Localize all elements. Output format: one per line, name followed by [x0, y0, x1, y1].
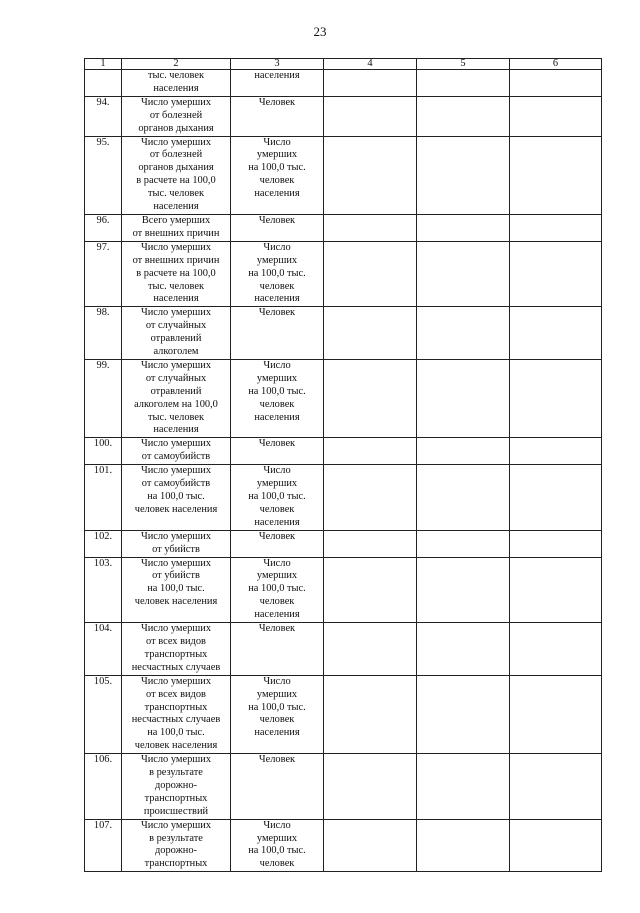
value-cell-col-5	[417, 675, 510, 753]
table-header-row	[85, 59, 602, 70]
table-row	[85, 214, 602, 241]
table-row	[85, 70, 602, 97]
row-number-cell: 97.	[85, 241, 122, 307]
unit-cell-line: Человек	[258, 623, 296, 635]
indicator-name-cell-line: тыс. человек	[147, 280, 205, 292]
value-cell-col-4	[324, 819, 417, 872]
unit-cell	[231, 530, 324, 557]
unit-cell-line: населения	[254, 516, 300, 528]
indicator-name-cell-line: алкоголем на 100,0	[134, 398, 218, 410]
indicator-name-cell-line: несчастных случаев	[131, 714, 221, 726]
value-cell-col-6	[510, 70, 602, 97]
unit-cell-line: на 100,0 тыс.	[248, 385, 306, 397]
indicator-name-cell	[122, 241, 231, 307]
unit-cell-line: умерших	[256, 478, 298, 490]
indicator-name-cell-line: Число умерших	[140, 96, 212, 108]
row-number-cell: 99.	[85, 359, 122, 437]
indicator-name-cell-line: от внешних причин	[132, 227, 220, 239]
unit-cell-line: Число	[263, 359, 291, 371]
indicator-name-cell	[122, 70, 231, 97]
unit-cell-line: на 100,0 тыс.	[248, 162, 306, 174]
indicator-name-cell	[122, 214, 231, 241]
value-cell-col-4	[324, 754, 417, 820]
row-number-cell	[85, 70, 122, 97]
indicator-name-cell-line: в результате	[149, 832, 203, 844]
indicator-name-cell-line: от самоубийств	[141, 451, 211, 463]
indicator-name-cell-line: отравлений	[150, 333, 202, 345]
indicator-name-cell-line: в расчете на 100,0	[136, 175, 216, 187]
unit-cell-line: Число	[263, 819, 291, 831]
indicator-name-cell-line: органов дыхания	[138, 162, 214, 174]
indicator-name-cell	[122, 530, 231, 557]
value-cell-col-5	[417, 819, 510, 872]
value-cell-col-6	[510, 359, 602, 437]
indicator-name-cell-line: от случайных	[145, 372, 207, 384]
table-row	[85, 438, 602, 465]
indicator-name-cell-line: тыс. человек	[147, 70, 205, 81]
value-cell-col-5	[417, 96, 510, 136]
unit-cell-line: населения	[254, 411, 300, 423]
indicator-name-cell-line: Число умерших	[140, 623, 212, 635]
row-number-cell: 101.	[85, 465, 122, 531]
unit-cell-line: населения	[254, 609, 300, 621]
value-cell-col-4	[324, 465, 417, 531]
unit-cell-line: населения	[254, 188, 300, 200]
value-cell-col-6	[510, 675, 602, 753]
indicator-name-cell-line: тыс. человек	[147, 411, 205, 423]
indicator-name-cell-line: алкоголем	[153, 346, 199, 358]
value-cell-col-4	[324, 307, 417, 360]
table-row	[85, 307, 602, 360]
unit-cell-line: умерших	[256, 372, 298, 384]
unit-cell-line: умерших	[256, 254, 298, 266]
indicator-name-cell-line: дорожно-	[154, 779, 197, 791]
unit-cell	[231, 96, 324, 136]
table-row	[85, 819, 602, 872]
header-cell: 2	[122, 59, 231, 70]
indicator-name-cell-line: Число умерших	[140, 438, 212, 450]
unit-cell-line: на 100,0 тыс.	[248, 701, 306, 713]
indicator-name-cell-line: человек населения	[134, 740, 218, 752]
value-cell-col-5	[417, 438, 510, 465]
unit-cell-line: на 100,0 тыс.	[248, 491, 306, 502]
unit-cell	[231, 359, 324, 437]
unit-cell-line: Человек	[258, 96, 296, 108]
indicator-name-cell	[122, 754, 231, 820]
value-cell-col-4	[324, 136, 417, 214]
unit-cell	[231, 557, 324, 623]
value-cell-col-6	[510, 307, 602, 360]
indicator-name-cell-line: от внешних причин	[132, 254, 220, 266]
value-cell-col-6	[510, 623, 602, 676]
row-number-cell: 105.	[85, 675, 122, 753]
table-row	[85, 465, 602, 531]
row-number-cell: 98.	[85, 307, 122, 360]
value-cell-col-6	[510, 136, 602, 214]
value-cell-col-4	[324, 70, 417, 97]
value-cell-col-6	[510, 819, 602, 872]
indicator-name-cell-line: Число умерших	[140, 359, 212, 371]
unit-cell-line: населения	[254, 70, 300, 81]
indicator-name-cell-line: Число умерших	[140, 241, 212, 253]
unit-cell-line: человек	[259, 858, 295, 870]
unit-cell-line: Человек	[258, 307, 296, 319]
unit-cell	[231, 70, 324, 97]
row-number-cell: 103.	[85, 557, 122, 623]
indicator-name-cell	[122, 307, 231, 360]
indicator-name-cell-line: на 100,0 тыс.	[147, 491, 205, 502]
row-number-cell: 106.	[85, 754, 122, 820]
value-cell-col-6	[510, 96, 602, 136]
indicator-name-cell-line: Число умерших	[140, 307, 212, 319]
unit-cell	[231, 465, 324, 531]
value-cell-col-4	[324, 530, 417, 557]
indicator-name-cell-line: транспортных	[144, 648, 208, 660]
row-number-cell: 96.	[85, 214, 122, 241]
value-cell-col-6	[510, 241, 602, 307]
table-row	[85, 557, 602, 623]
table-row	[85, 96, 602, 136]
indicator-name-cell-line: человек населения	[134, 596, 218, 608]
value-cell-col-6	[510, 438, 602, 465]
page-number: 23	[313, 24, 327, 39]
indicator-name-cell-line: от убийств	[152, 543, 200, 555]
unit-cell	[231, 754, 324, 820]
value-cell-col-4	[324, 96, 417, 136]
value-cell-col-4	[324, 438, 417, 465]
row-number-cell: 95.	[85, 136, 122, 214]
indicator-name-cell	[122, 359, 231, 437]
indicator-name-cell-line: населения	[153, 424, 199, 436]
table-row	[85, 359, 602, 437]
value-cell-col-5	[417, 557, 510, 623]
indicator-name-cell	[122, 675, 231, 753]
value-cell-col-5	[417, 307, 510, 360]
row-number-cell: 94.	[85, 96, 122, 136]
unit-cell-line: населения	[254, 293, 300, 305]
indicator-name-cell-line: от болезней	[149, 149, 203, 161]
value-cell-col-4	[324, 359, 417, 437]
value-cell-col-6	[510, 530, 602, 557]
value-cell-col-5	[417, 136, 510, 214]
indicator-name-cell-line: в расчете на 100,0	[136, 267, 216, 279]
value-cell-col-5	[417, 754, 510, 820]
table-row	[85, 530, 602, 557]
indicator-name-cell-line: на 100,0 тыс.	[147, 727, 205, 739]
indicator-name-cell-line: от всех видов	[146, 635, 206, 647]
value-cell-col-6	[510, 557, 602, 623]
unit-cell-line: Число	[263, 241, 291, 253]
indicator-name-cell-line: в результате	[149, 767, 203, 779]
unit-cell-line: человек	[259, 175, 295, 187]
header-cell: 1	[85, 59, 122, 70]
indicator-name-cell	[122, 465, 231, 531]
indicator-name-cell-line: от болезней	[149, 109, 203, 121]
unit-cell-line: умерших	[256, 570, 298, 582]
unit-cell	[231, 136, 324, 214]
indicator-name-cell-line: населения	[153, 201, 199, 213]
indicator-name-cell	[122, 623, 231, 676]
row-number-cell: 100.	[85, 438, 122, 465]
value-cell-col-5	[417, 623, 510, 676]
unit-cell-line: населения	[254, 727, 300, 739]
value-cell-col-5	[417, 214, 510, 241]
indicator-name-cell-line: несчастных случаев	[131, 661, 221, 673]
indicator-name-cell-line: Число умерших	[140, 530, 212, 542]
unit-cell-line: человек	[259, 503, 295, 515]
header-cell: 3	[231, 59, 324, 70]
table-row	[85, 675, 602, 753]
unit-cell-line: на 100,0 тыс.	[248, 845, 306, 857]
table-row	[85, 136, 602, 214]
value-cell-col-4	[324, 675, 417, 753]
indicator-name-cell-line: населения	[153, 293, 199, 305]
indicator-name-cell-line: транспортных	[144, 701, 208, 713]
indicator-name-cell-line: человек населения	[134, 503, 218, 515]
value-cell-col-6	[510, 465, 602, 531]
value-cell-col-4	[324, 241, 417, 307]
indicator-name-cell-line: Число умерших	[140, 675, 212, 687]
indicator-name-cell-line: тыс. человек	[147, 188, 205, 200]
value-cell-col-5	[417, 359, 510, 437]
indicator-name-cell-line: происшествий	[143, 805, 209, 817]
table-row	[85, 623, 602, 676]
unit-cell-line: человек	[259, 596, 295, 608]
row-number-cell: 107.	[85, 819, 122, 872]
value-cell-col-6	[510, 754, 602, 820]
indicator-name-cell-line: транспортных	[144, 792, 208, 804]
unit-cell	[231, 307, 324, 360]
unit-cell-line: человек	[259, 398, 295, 410]
indicator-name-cell-line: от убийств	[152, 570, 200, 582]
unit-cell-line: Человек	[258, 214, 296, 226]
unit-cell-line: Число	[263, 465, 291, 477]
unit-cell-line: умерших	[256, 688, 298, 700]
indicator-name-cell-line: от самоубийств	[141, 478, 211, 490]
table-row	[85, 241, 602, 307]
unit-cell-line: умерших	[256, 832, 298, 844]
value-cell-col-4	[324, 623, 417, 676]
indicator-name-cell-line: на 100,0 тыс.	[147, 583, 205, 595]
value-cell-col-5	[417, 530, 510, 557]
unit-cell-line: Человек	[258, 530, 296, 542]
unit-cell-line: на 100,0 тыс.	[248, 267, 306, 279]
indicator-name-cell	[122, 96, 231, 136]
indicator-name-cell-line: Всего умерших	[141, 214, 211, 226]
indicator-name-cell-line: дорожно-	[154, 845, 197, 857]
indicator-name-cell-line: от случайных	[145, 320, 207, 332]
unit-cell-line: Человек	[258, 438, 296, 450]
row-number-cell: 102.	[85, 530, 122, 557]
unit-cell-line: человек	[259, 714, 295, 726]
indicator-name-cell-line: Число умерших	[140, 465, 212, 477]
indicator-name-cell-line: населения	[153, 82, 199, 94]
unit-cell-line: Число	[263, 136, 291, 148]
unit-cell-line: умерших	[256, 149, 298, 161]
unit-cell	[231, 819, 324, 872]
unit-cell	[231, 438, 324, 465]
value-cell-col-5	[417, 70, 510, 97]
unit-cell-line: Число	[263, 557, 291, 569]
indicator-name-cell-line: Число умерших	[140, 557, 212, 569]
indicator-name-cell-line: Число умерших	[140, 136, 212, 148]
value-cell-col-6	[510, 214, 602, 241]
value-cell-col-4	[324, 557, 417, 623]
indicator-name-cell	[122, 438, 231, 465]
unit-cell	[231, 214, 324, 241]
unit-cell-line: человек	[259, 280, 295, 292]
indicator-name-cell-line: Число умерших	[140, 754, 212, 766]
unit-cell-line: Число	[263, 675, 291, 687]
unit-cell	[231, 241, 324, 307]
header-cell: 6	[510, 59, 602, 70]
indicator-name-cell-line: Число умерших	[140, 819, 212, 831]
unit-cell-line: на 100,0 тыс.	[248, 583, 306, 595]
header-cell: 5	[417, 59, 510, 70]
indicator-name-cell-line: отравлений	[150, 385, 202, 397]
table-row	[85, 754, 602, 820]
indicator-name-cell	[122, 557, 231, 623]
value-cell-col-5	[417, 465, 510, 531]
indicator-table	[84, 58, 602, 872]
row-number-cell: 104.	[85, 623, 122, 676]
indicator-name-cell-line: органов дыхания	[138, 122, 214, 134]
indicator-name-cell-line: транспортных	[144, 858, 208, 870]
unit-cell-line: Человек	[258, 754, 296, 766]
indicator-name-cell	[122, 819, 231, 872]
value-cell-col-4	[324, 214, 417, 241]
value-cell-col-5	[417, 241, 510, 307]
header-cell: 4	[324, 59, 417, 70]
unit-cell	[231, 623, 324, 676]
unit-cell	[231, 675, 324, 753]
indicator-name-cell-line: от всех видов	[146, 688, 206, 700]
indicator-name-cell	[122, 136, 231, 214]
